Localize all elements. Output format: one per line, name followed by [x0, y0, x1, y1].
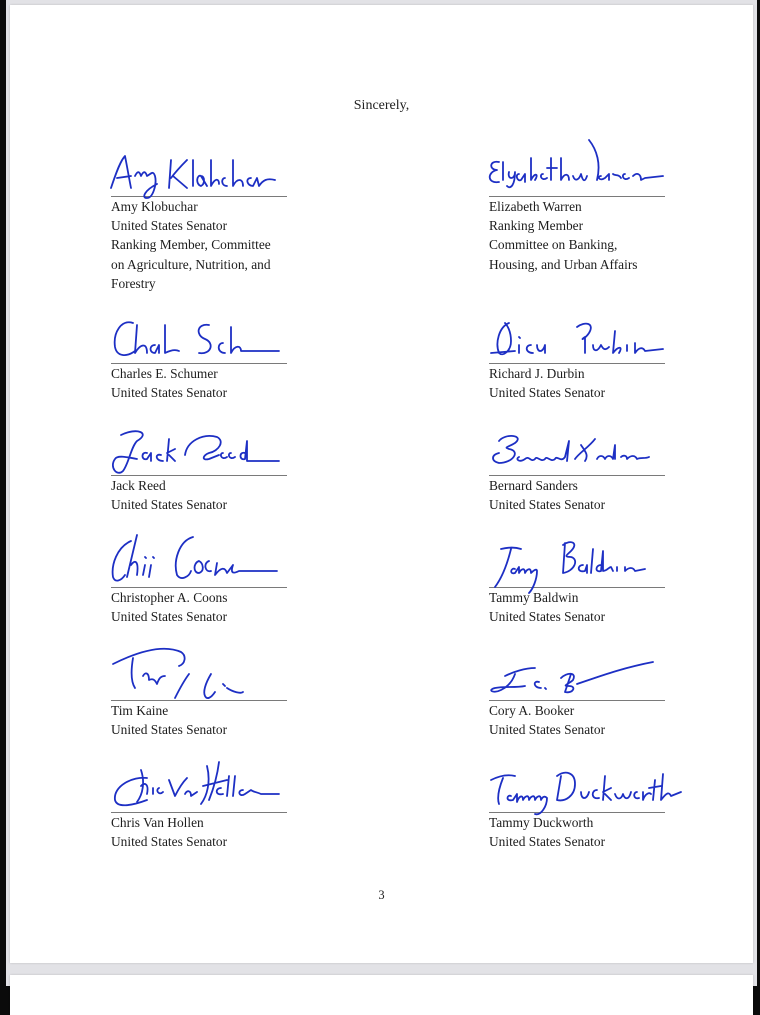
signatory-title: on Agriculture, Nutrition, and — [111, 256, 271, 272]
signatory-title: United States Senator — [111, 609, 228, 625]
signature-block-booker — [489, 644, 669, 739]
handwritten-signature — [489, 531, 669, 587]
handwritten-signature — [111, 531, 291, 587]
signatory-title: United States Senator — [111, 497, 228, 513]
page-number: 3 — [378, 888, 385, 902]
handwritten-signature — [489, 756, 669, 812]
signatory-title: Housing, and Urban Affairs — [489, 256, 638, 272]
handwritten-signature — [489, 419, 669, 475]
signatory-title: Ranking Member — [489, 218, 584, 234]
signature-block-baldwin — [489, 531, 669, 626]
handwritten-signature — [111, 307, 291, 363]
signature-block-klobuchar — [111, 140, 291, 293]
signature-block-coons — [111, 531, 291, 626]
signature-block-duckworth — [489, 756, 669, 851]
signatory-title: United States Senator — [111, 218, 228, 234]
handwritten-signature — [111, 644, 291, 700]
signatory-name: Elizabeth Warren — [489, 199, 582, 214]
signature-block-sanders — [489, 419, 669, 514]
signatory-title: United States Senator — [489, 609, 606, 625]
signatory-name: Amy Klobuchar — [111, 199, 198, 214]
handwritten-signature — [489, 140, 669, 196]
signatory-name: Bernard Sanders — [489, 478, 578, 493]
handwritten-signature — [111, 419, 291, 475]
signatory-name: Christopher A. Coons — [111, 590, 228, 605]
handwritten-signature — [489, 644, 669, 700]
signature-block-durbin — [489, 307, 669, 402]
signatory-name: Chris Van Hollen — [111, 815, 204, 830]
signature-block-reed — [111, 419, 291, 514]
signatory-name: Jack Reed — [111, 478, 166, 493]
signature-block-kaine — [111, 644, 291, 739]
signatory-name: Charles E. Schumer — [111, 366, 218, 381]
signatory-name: Tim Kaine — [111, 703, 169, 718]
signatory-title: United States Senator — [111, 385, 228, 401]
handwritten-signature — [111, 140, 291, 196]
document-viewer[interactable] — [6, 0, 757, 986]
document-page — [10, 5, 753, 963]
signature-block-warren — [489, 140, 669, 274]
handwritten-signature — [111, 756, 291, 812]
signatory-title: United States Senator — [489, 497, 606, 513]
signatory-title: United States Senator — [489, 722, 606, 738]
signatory-title: United States Senator — [111, 722, 228, 738]
signatory-name: Richard J. Durbin — [489, 366, 585, 381]
signatory-title: Committee on Banking, — [489, 237, 618, 253]
signatory-title: Ranking Member, Committee — [111, 237, 271, 253]
signatory-title: United States Senator — [489, 385, 606, 401]
handwritten-signature — [489, 307, 669, 363]
signatory-name: Tammy Baldwin — [489, 590, 579, 605]
signature-block-van-hollen — [111, 756, 291, 851]
signatory-title: Forestry — [111, 275, 156, 291]
signatory-name: Tammy Duckworth — [489, 815, 594, 830]
closing-salutation: Sincerely, — [353, 98, 410, 113]
signatory-title: United States Senator — [489, 834, 606, 850]
signature-block-schumer — [111, 307, 291, 402]
signatory-title: United States Senator — [111, 834, 228, 850]
signatory-name: Cory A. Booker — [489, 703, 575, 718]
next-page-preview — [10, 975, 753, 1015]
